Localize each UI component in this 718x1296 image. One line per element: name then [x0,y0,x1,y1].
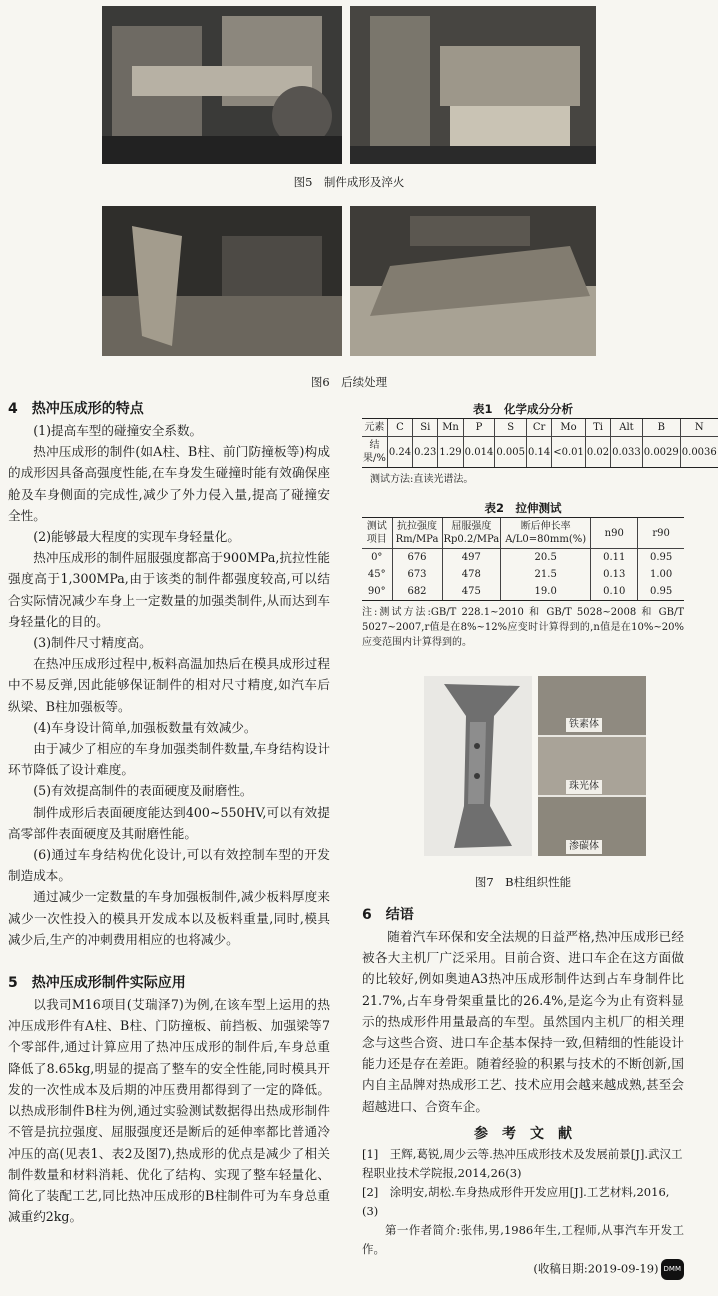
section-6-title: 6 结语 [362,907,414,923]
sec4-para: 热冲压成形的制件屈服强度都高于900MPa,抗拉性能强度高于1,300MPa,由于该类的制件都强度较高,可以结合实际情况减少车身上一定数量的加强类制件,从而达到车身轻量化的目的。 [8,550,330,629]
table1-cell: 0.0029 [642,437,680,468]
table2-header: r90 [638,518,684,549]
fig5-photo-left [102,6,342,164]
sec4-para: (2)能够最大程度的实现车身轻量化。 [33,529,240,545]
sec6-para: 随着汽车环保和安全法规的日益严格,热冲压成形已经被各大主机厂广泛采用。目前合资、进口车企在这方面做的比较好,例如奥迪A3热冲压成形制件达到占车身制件比21.7%,占车身骨架重量比的26.4%,是迄今为止有资料显示的热成形件用量最高的车型。虽然国内主机厂的相关理念与这些合资、进口车企基本保持一致,但精细的性能设计能力还是存在差距。随着经验的积累与技术的不断创新,国内自主品牌对热成形工艺、技术应用会越来越成熟,甚至会超越进口、合资车企。 [362,929,684,1114]
table2-cell: 475 [442,583,501,601]
sec4-para: (3)制件尺寸精度高。 [33,635,152,651]
table2-cell: 20.5 [501,549,591,567]
table2-cell: 90° [362,583,392,601]
table1-header: 元素 [362,419,387,437]
fig7-label-pearlite: 珠光体 [566,780,602,794]
table2-header: 断后伸长率A/L0=80mm(%) [501,518,591,549]
table2-cell: 0.11 [591,549,638,567]
sec4-para: 由于减少了相应的车身加强类制件数量,车身结构设计环节降低了设计难度。 [8,741,330,778]
table1-cell: 0.23 [413,437,438,468]
table2-cell: 45° [367,569,386,580]
sec4-para: 通过减少一定数量的车身加强板制件,减少板料厚度来减少一次性投入的模具开发成本以及板料重量,同时,模具减少后,生产的冲刺费用相应的也将减少。 [8,889,330,947]
table1-cell: 0.14 [526,437,551,468]
table1-header: Mo [552,419,586,437]
table1-cell: 0.033 [611,437,643,468]
table1-row-label: 结果/% [362,437,387,468]
table1-header: P [463,419,495,437]
table1-header: B [642,419,680,437]
table1-header: Si [413,419,438,437]
table2-note: 注:测试方法:GB/T 228.1~2010 和 GB/T 5028~2008 和 GB/T 5027~2007,r值是在8%~12%应变时计算得到的,n值是在10%~20%应变范围内计算得到的。 [362,607,684,648]
table1-cell: <0.01 [552,437,586,468]
fig6-caption: 图6 后续处理 [310,375,388,389]
table2-cell: 1.00 [638,566,684,583]
table1-header: Cr [526,419,551,437]
references-title: 参 考 文 献 [474,1125,572,1142]
table1-note: 测试方法:直读光谱法。 [370,474,474,485]
sec5-para: 以我司M16项目(艾瑞泽7)为例,在该车型上运用的热冲压成形件有A柱、B柱、门防撞板、前挡板、加强梁等7个零部件,通过计算应用了热冲压成形的制件后,车身总重降低了8.65kg,明显的提高了整车的安全性能,同时模具开发的一次性成本及后期的冲压费用都得到了一定的降低。以热成形制件B柱为例,通过实验测试数据得出热成形制件不管是抗拉强度、屈服强度还是断后的延伸率都比普通冷冲压的高(见表1、表2及图7),热成形的优点是减少了相关制件数量和材料消耗、优化了结构、实现了整车轻量化、简化了装配工艺,同比热冲压成形的B柱制件可为车身总重减重约2kg。 [8,997,330,1225]
received-date-line [362,1259,684,1280]
fig7-label-cementite: 渗碳体 [566,840,602,854]
table1 [362,418,718,468]
table1-header: C [387,419,412,437]
table1-cell: 0.0036 [680,437,718,468]
right-column [362,400,717,650]
table2-header: n90 [591,518,638,549]
journal-badge: DMM [661,1259,684,1280]
sec4-para: (6)通过车身结构优化设计,可以有效控制车型的开发制造成本。 [8,847,330,884]
sec4-para: 制件成形后表面硬度能达到400~550HV,可以有效提高零部件表面硬度及其耐磨性能。 [8,804,330,841]
table2-cell: 21.5 [501,566,591,583]
table2-cell: 0.95 [638,549,684,567]
conclusion-block [362,904,684,1280]
table2-cell: 0.95 [638,583,684,601]
table2-cell: 676 [392,549,442,567]
section-5-title: 5 热冲压成形制件实际应用 [8,975,186,992]
section-4-title: 4 热冲压成形的特点 [8,401,144,417]
table1-header: Ti [585,419,610,437]
table2-header: 屈服强度Rp0.2/MPa [442,518,501,549]
fig5-photo-right [350,6,596,164]
table2-cell: 673 [392,566,442,583]
table1-caption: 表1 化学成分分析 [472,402,573,416]
table2-caption: 表2 拉伸测试 [484,501,562,515]
left-column [8,398,330,1227]
reference-item: [1] 王辉,葛锐,周少云等.热冲压成形技术及发展前景[J].武汉工程职业技术学院报,2014,26(3) [362,1146,683,1180]
table2-cell: 497 [442,549,501,567]
fig7-micrograph [538,676,646,856]
table2-cell: 0.13 [591,566,638,583]
table1-cell: 0.24 [387,437,412,468]
sec4-para: 热冲压成形的制件(如A柱、B柱、前门防撞板等)构成的成形因具备高强度性能,在车身发生碰撞时能有效确保座舱及车身侧面的完成性,减少了外力侵入量,提高了碰撞安全性。 [8,444,330,523]
table2-header: 抗拉强度Rm/MPa [392,518,442,549]
fig7-caption: 图7 B柱组织性能 [474,875,572,889]
table1-cell: 1.29 [438,437,463,468]
table2-cell: 19.0 [501,583,591,601]
table2-header: 测试项目 [362,518,392,549]
author-bio: 第一作者简介:张伟,男,1986年生,工程师,从事汽车开发工作。 [362,1222,684,1256]
table1-header: Alt [611,419,643,437]
table1-cell: 0.014 [463,437,495,468]
reference-item: [2] 涂明安,胡松.车身热成形件开发应用[J].工艺材料,2016,(3) [362,1184,670,1218]
table1-header: Mn [438,419,463,437]
table2-cell: 682 [392,583,442,601]
table1-header: N [680,419,718,437]
fig7-b-pillar-image [424,676,532,856]
sec4-para: (5)有效提高制件的表面硬度及耐磨性。 [33,783,253,799]
table2-cell: 478 [442,566,501,583]
fig6-photo-left [102,206,342,356]
sec4-para: (4)车身设计简单,加强板数量有效减少。 [33,719,257,735]
received-date: (收稿日期:2019-09-19) [533,1261,659,1276]
table2-cell: 0° [371,552,383,563]
sec4-para: (1)提高车型的碰撞安全系数。 [33,423,203,438]
fig7-label-ferrite: 铁素体 [566,718,602,732]
fig5-caption: 图5 制件成形及淬火 [293,175,405,189]
table2 [362,517,684,601]
sec4-para: 在热冲压成形过程中,板料高温加热后在模具成形过程中不易反弹,因此能够保证制件的相对尺寸精度,如汽车后纵梁、B柱加强板等。 [8,656,330,714]
table1-cell: 0.005 [495,437,527,468]
table2-cell: 0.10 [591,583,638,601]
table1-header: S [495,419,527,437]
fig6-photo-right [350,206,596,356]
table1-cell: 0.02 [585,437,610,468]
